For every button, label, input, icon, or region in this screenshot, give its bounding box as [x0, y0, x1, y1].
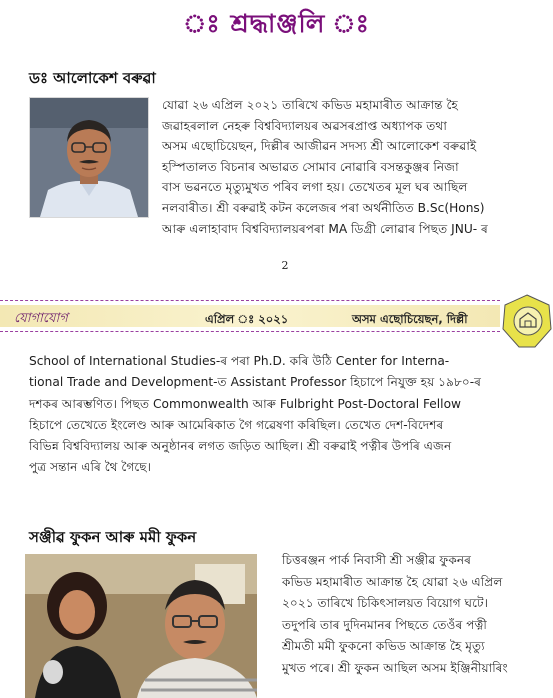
- text-line: অসম এছোচিয়েছন, দিল্লীৰ আজীৱন সদস্য শ্ৰী আলোকেশ বৰুৱাই: [162, 139, 477, 154]
- text-line: তদুপৰি তাৰ দুদিনমানৰ পিছতে তেওঁৰ পত্নী: [282, 617, 487, 632]
- organization-name: অসম এছোচিয়েছন, দিল্লী: [352, 312, 468, 326]
- publication-name: যোগাযোগ: [14, 311, 68, 326]
- issue-date: এপ্ৰিল ঃ ২০২১: [205, 312, 289, 326]
- text-line: যোৱা ২৬ এপ্ৰিল ২০২১ তাৰিখে কভিড মহামাৰীত আক্ৰান্ত হৈ: [162, 98, 458, 112]
- text-line: নলবাৰীত। শ্ৰী বৰুৱাই কটন কলেজৰ পৰা অৰ্থনীতিত B.Sc(Hons): [162, 200, 485, 215]
- text-line: ২০২১ তাৰিখে চিকিৎসালয়ত বিয়োগ ঘটে।: [282, 596, 488, 611]
- text-line: চিত্তৰঞ্জন পাৰ্ক নিবাসী শ্ৰী সঞ্জীৱ ফুকনৰ: [282, 553, 471, 567]
- page-number: 2: [281, 259, 289, 272]
- assam-association-seal-icon: [501, 293, 553, 349]
- portrait-photo-alokesh: [29, 97, 149, 218]
- text-line: হস্পিতালত বিচনাৰ অভাৱত সোমাব নোৱাৰি বসন্তকুঞ্জৰ নিজা: [162, 159, 459, 174]
- obituary-text-phukan: [282, 550, 540, 680]
- text-line: বিভিন্ন বিশ্ববিদ্যালয় আৰু অনুষ্ঠানৰ লগত জড়িত আছিল। শ্ৰী বৰুৱাই পত্নীৰ উপৰি এজন: [29, 439, 452, 454]
- text-line: School of International Studies-ৰ পৰা Ph.D. কৰি উঠি Center for Interna-: [29, 354, 450, 368]
- obituary-continuation-alokesh: [29, 351, 541, 479]
- obituary-name-alokesh: ডঃ আলোকেশ বৰুৱা: [29, 69, 156, 87]
- text-line: শ্ৰীমতী মমী ফুকনো কভিড আক্ৰান্ত হৈ মৃত্যু: [282, 639, 485, 654]
- couple-photo-phukan: [25, 554, 257, 698]
- text-line: বাস ভৱনতে মৃত্যুমুখত পৰিব লগা হয়। তেখেতৰ মূল ঘৰ আছিল: [162, 180, 468, 195]
- text-line: কভিড মহামাৰীত আক্ৰান্ত হৈ যোৱা ২৬ এপ্ৰিল: [282, 574, 503, 589]
- page-heading: ঃ শ্ৰদ্ধাঞ্জলি ঃ: [183, 9, 370, 38]
- divider-rule-bottom: [0, 331, 500, 332]
- text-line: মুখত পৰে। শ্ৰী ফুকন আছিল অসম ইঞ্জিনীয়াৰিং: [282, 660, 508, 675]
- text-line: tional Trade and Development-ত Assistant Professor হিচাপে নিযুক্ত হয় ১৯৮০-ৰ: [29, 375, 482, 390]
- text-line: দশকৰ আৰম্ভণিত। পিছত Commonwealth আৰু Fulbright Post-Doctoral Fellow: [29, 396, 461, 411]
- obituary-name-phukan: সঞ্জীৱ ফুকন আৰু মমী ফুকন: [29, 528, 197, 546]
- text-line: জৱাহৰলাল নেহৰু বিশ্ববিদ্যালয়ৰ অৱসৰপ্ৰাপ্ত অধ্যাপক তথা: [162, 118, 447, 133]
- obituary-text-alokesh: [162, 95, 526, 239]
- text-line: আৰু এলাহাবাদ বিশ্ববিদ্যালয়ৰপৰা MA ডিগ্ৰী লোৱাৰ পিছত JNU- ৰ: [162, 221, 488, 236]
- text-line: হিচাপে তেখেতে ইংলেণ্ড আৰু আমেৰিকাত গৈ গৱেষণা কৰিছিল। তেখেত দেশ-বিদেশৰ: [29, 417, 444, 432]
- divider-rule-top: [0, 300, 500, 301]
- text-line: পুত্ৰ সন্তান এৰি থৈ গৈছে।: [29, 460, 151, 475]
